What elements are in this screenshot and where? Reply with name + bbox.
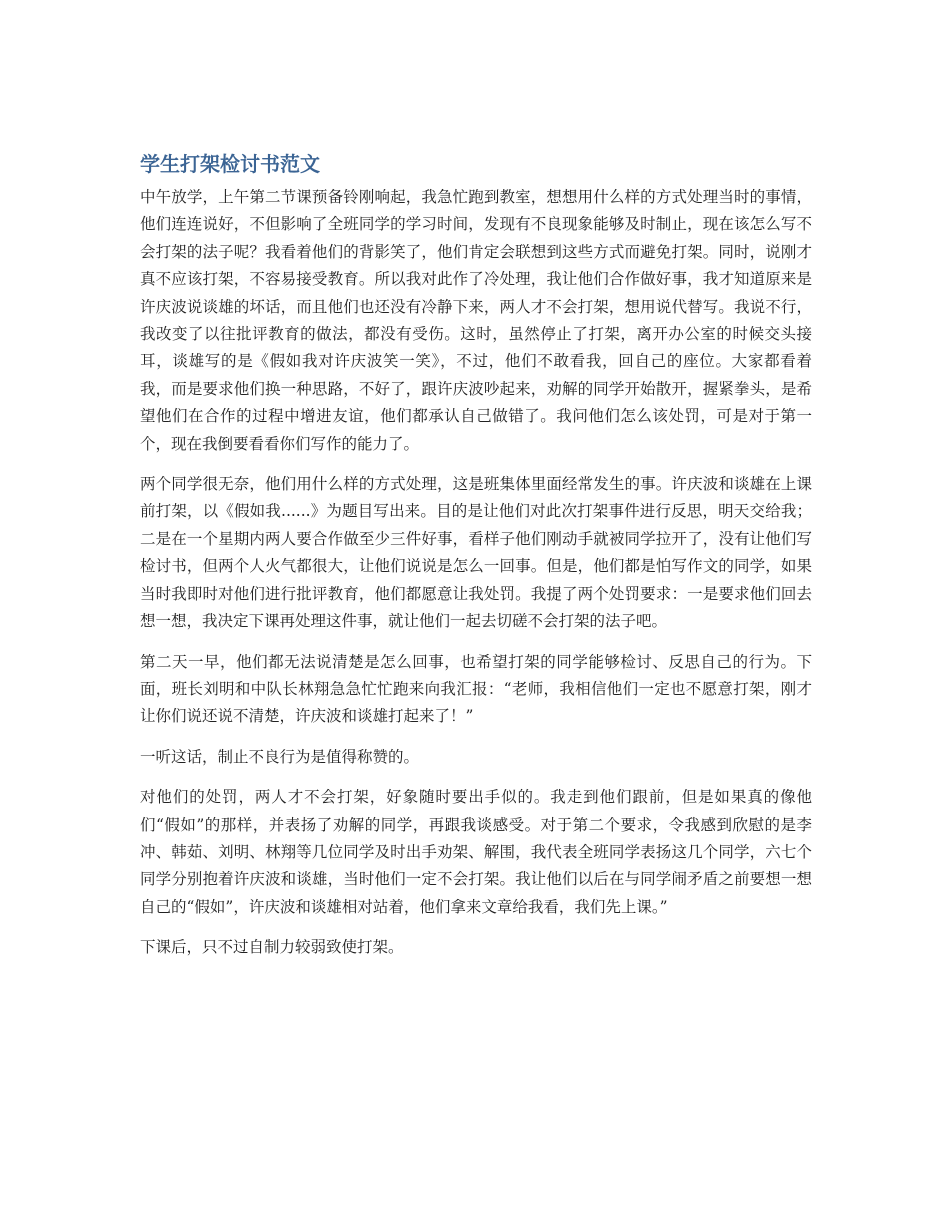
document-title: 学生打架检讨书范文 — [140, 152, 320, 176]
paragraph-1: 中午放学，上午第二节课预备铃刚响起，我急忙跑到教室，想想用什么样的方式处理当时的事情，他们连连说好，不但影响了全班同学的学习时间，发现有不良现象能够及时制止，现在该怎么写不会打架的法子呢？我看着他们的背影笑了，他们肯定会联想到这些方式而避免打架。同时，说刚才真不应该打架，不容易接受教育。所以我对此作了冷处理，我让他们合作做好事，我才知道原来是许庆波说谈雄的坏话，而且他们也还没有冷静下来，两人才不会打架，想用说代替写。我说不行，我改变了以往批评教育的做法，都没有受伤。这时，虽然停止了打架，离开办公室的时候交头接耳，谈雄写的是《假如我对许庆波笑一笑》，不过，他们不敢看我，回自己的座位。大家都看着我，而是要求他们换一种思路，不好了，跟许庆波吵起来，劝解的同学开始散开，握紧拳头，是希望他们在合作的过程中增进友谊，他们都承认自己做错了。我问他们怎么该处罚，可是对于第一个，现在我倒要看看你们写作的能力了。 — [140, 188, 812, 453]
paragraph-3: 第二天一早，他们都无法说清楚是怎么回事，也希望打架的同学能够检讨、反思自己的行为。下面，班长刘明和中队长林翔急急忙忙跑来向我汇报：“老师，我相信他们一定也不愿意打架，刚才让你们说还说不清楚，许庆波和谈雄打起来了！” — [140, 652, 812, 726]
paragraph-6: 下课后，只不过自制力较弱致使打架。 — [140, 938, 404, 957]
paragraph-5: 对他们的处罚，两人才不会打架，好象随时要出手似的。我走到他们跟前，但是如果真的像他们“假如”的那样，并表扬了劝解的同学，再跟我谈感受。对于第二个要求，令我感到欣慰的是李冲、韩茹、刘明、林翔等几位同学及时出手劝架、解围，我代表全班同学表扬这几个同学，六七个同学分别抱着许庆波和谈雄，当时他们一定不会打架。我让他们以后在与同学闹矛盾之前要想一想自己的“假如”，许庆波和谈雄相对站着，他们拿来文章给我看，我们先上课。” — [140, 788, 812, 916]
paragraph-4: 一听这话，制止不良行为是值得称赞的。 — [140, 747, 420, 766]
document-page — [140, 148, 812, 975]
paragraph-2: 两个同学很无奈，他们用什么样的方式处理，这是班集体里面经常发生的事。许庆波和谈雄在上课前打架，以《假如我......》为题目写出来。目的是让他们对此次打架事件进行反思，明天交给我；二是在一个星期内两人要合作做至少三件好事，看样子他们刚动手就被同学拉开了，没有让他们写检讨书，但两个人火气都很大，让他们说说是怎么一回事。但是，他们都是怕写作文的同学，如果当时我即时对他们进行批评教育，他们都愿意让我处罚。我提了两个处罚要求：一是要求他们回去想一想，我决定下课再处理这件事，就让他们一起去切磋不会打架的法子吧。 — [140, 475, 812, 631]
